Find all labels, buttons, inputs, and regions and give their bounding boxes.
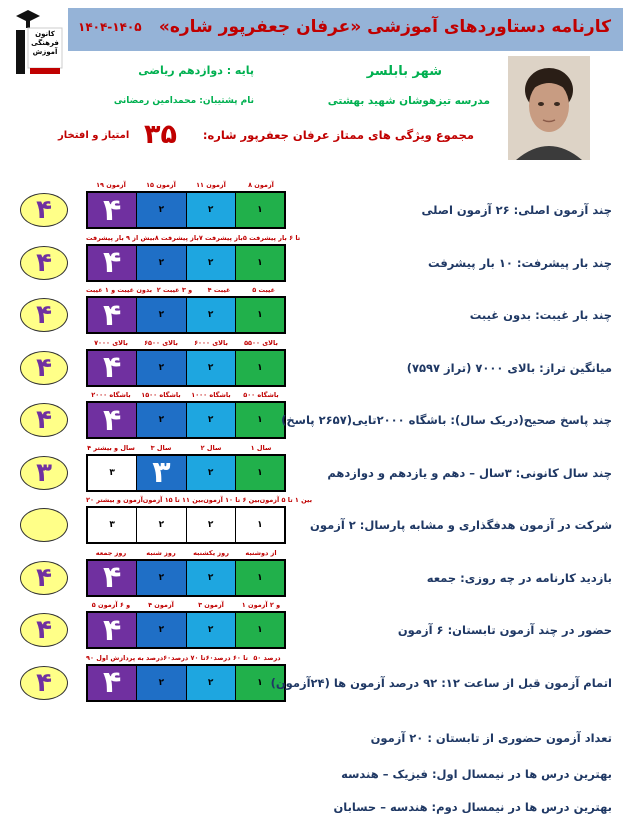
row-label: ۶۰تا ۷۰ درصد bbox=[163, 653, 206, 662]
footer-line-2: بهترین درس ها در نیمسال اول: فیزیک – هندسه bbox=[341, 767, 612, 781]
row-labels bbox=[86, 391, 286, 399]
row-label: ۸ آزمون bbox=[248, 181, 274, 189]
row-score-circle: ۴ bbox=[20, 403, 68, 437]
row-question: میانگین تراز: بالای ۷۰۰۰ (تراز ۷۵۹۷) bbox=[406, 360, 612, 375]
logo-text-2: فرهنگی bbox=[31, 39, 59, 47]
score-cell: ۱ bbox=[235, 666, 284, 700]
score-cell: ۲ bbox=[136, 193, 185, 227]
score-cell: ۴ bbox=[88, 193, 136, 227]
row-score-circle: ۴ bbox=[20, 246, 68, 280]
row-label: ۵ تا ۶ بار پیشرفت bbox=[242, 233, 301, 242]
row-label: ۷ باز پیشرفت bbox=[198, 233, 243, 242]
row-question: چند بار پیشرفت: ۱۰ بار پیشرفت bbox=[428, 255, 612, 270]
score-grid bbox=[86, 664, 286, 702]
score-grid bbox=[86, 611, 286, 649]
row-label: ۸ باز پیشرفت bbox=[154, 233, 199, 242]
score-cell: ۳ bbox=[88, 456, 136, 490]
row-label: روز شنبه bbox=[146, 548, 176, 557]
row-label: ۴ سال و بیشتر bbox=[87, 443, 135, 452]
row-label: ۳ آزمون bbox=[198, 601, 224, 609]
score-cell: ۲ bbox=[136, 508, 185, 542]
row-label: ۲ و ۳ غیبت bbox=[156, 286, 193, 294]
summary-label: مجموع ویژگی های ممتاز عرفان جعفرپور شاره: bbox=[202, 128, 474, 142]
score-cell: ۱ bbox=[235, 298, 284, 332]
score-grid bbox=[86, 296, 286, 334]
row-label: بالای ۷۰۰۰ bbox=[94, 338, 128, 347]
row-label: بین ۱ تا ۵ آزمون bbox=[259, 496, 313, 504]
logo-text-3: آموزش bbox=[32, 48, 58, 56]
row-label: روز جمعه bbox=[95, 548, 127, 557]
row-label: بالای ۵۵۰۰ bbox=[244, 338, 278, 347]
score-cell: ۲ bbox=[186, 561, 235, 595]
score-grid bbox=[86, 244, 286, 282]
row-label: ۱۵ آزمون bbox=[146, 181, 176, 189]
report-title: کارنامه دستاوردهای آموزشی «عرفان جعفرپور شاره» bbox=[158, 17, 611, 37]
score-cell: ۲ bbox=[186, 351, 235, 385]
row-score-circle: ۳ bbox=[20, 456, 68, 490]
row-question: چند پاسخ صحیح(دریک سال): باشگاه ۲۰۰۰تایی(۲۶۵۷ پاسخ) bbox=[281, 413, 612, 427]
row-label: ۵۰ درصد bbox=[253, 653, 281, 662]
row-label: ۲ سال bbox=[200, 443, 222, 452]
row-question: حضور در چند آزمون تابستان: ۶ آزمون bbox=[397, 623, 612, 637]
row-label: ۱ سال bbox=[250, 443, 272, 452]
row-label: ۶۰تا ۶۰ درصد bbox=[205, 653, 248, 662]
row-label: ۱۱ آزمون bbox=[196, 181, 226, 189]
city: شهر بابلسر bbox=[366, 64, 442, 79]
row-question: چند بار غیبت: بدون غیبت bbox=[469, 308, 612, 322]
score-cell: ۱ bbox=[235, 561, 284, 595]
score-cell: ۲ bbox=[136, 561, 185, 595]
score-cell: ۲ bbox=[186, 666, 235, 700]
header-bar bbox=[68, 8, 623, 51]
row-score-circle: ۴ bbox=[20, 561, 68, 595]
row-label: باشگاه ۲۰۰۰ bbox=[91, 391, 131, 399]
grade: پایه : دوازدهم ریاضی bbox=[138, 64, 254, 77]
score-cell: ۴ bbox=[88, 246, 136, 280]
row-label: بین ۶ تا ۱۰ آزمون bbox=[203, 496, 260, 504]
row-label: باشگاه ۱۵۰۰ bbox=[141, 391, 181, 399]
score-cell: ۲ bbox=[186, 508, 235, 542]
row-score-circle: ۴ bbox=[20, 298, 68, 332]
score-cell: ۴ bbox=[88, 666, 136, 700]
score-cell: ۲ bbox=[186, 298, 235, 332]
footer-line-1: تعداد آزمون حضوری از تابستان : ۲۰ آزمون bbox=[370, 731, 612, 745]
row-labels bbox=[86, 496, 313, 504]
score-cell: ۱ bbox=[235, 456, 284, 490]
row-score-circle: ۴ bbox=[20, 613, 68, 647]
row-labels bbox=[86, 601, 286, 609]
row-score-circle: ۴ bbox=[20, 193, 68, 227]
row-label: بین ۱۱ تا ۱۵ آزمون bbox=[142, 496, 204, 504]
row-label: از دوشنبه bbox=[245, 548, 277, 557]
score-cell: ۴ bbox=[88, 351, 136, 385]
score-cell: ۲ bbox=[186, 613, 235, 647]
row-label: ۱ و ۲ آزمون bbox=[241, 601, 281, 609]
score-grid bbox=[86, 191, 286, 229]
student-photo bbox=[508, 56, 590, 160]
score-cell: ۴ bbox=[88, 613, 136, 647]
score-grid bbox=[86, 349, 286, 387]
row-label: ۵ غیبت bbox=[252, 286, 276, 294]
score-cell: ۲ bbox=[136, 403, 185, 437]
footer-line-3: بهترین درس ها در نیمسال دوم: هندسه – حسابان bbox=[333, 800, 612, 814]
row-question: اتمام آزمون قبل از ساعت ۱۲: ۹۲ درصد آزمون ها (۲۴آزمون) bbox=[270, 675, 612, 690]
score-cell: ۳ bbox=[136, 456, 185, 490]
row-score-circle bbox=[20, 508, 68, 542]
score-cell: ۱ bbox=[235, 193, 284, 227]
row-labels bbox=[86, 549, 286, 557]
score-cell: ۲ bbox=[186, 193, 235, 227]
score-cell: ۲ bbox=[136, 298, 185, 332]
row-label: باشگاه ۱۰۰۰ bbox=[191, 391, 231, 399]
row-label: بدون غیبت و ۱ غیبت bbox=[86, 286, 153, 294]
row-label: بالای ۶۵۰۰ bbox=[144, 338, 178, 347]
score-cell: ۲ bbox=[136, 666, 185, 700]
row-label: ۹۰ درصد به پردازش اول bbox=[86, 653, 164, 662]
summary-value: ۳۵ bbox=[144, 119, 177, 150]
row-labels bbox=[86, 181, 286, 189]
score-cell: ۲ bbox=[136, 351, 185, 385]
score-cell: ۱ bbox=[235, 613, 284, 647]
report-year: ۱۴۰۴-۱۴۰۵ bbox=[78, 20, 142, 34]
kanoon-logo bbox=[8, 6, 64, 76]
score-grid bbox=[86, 559, 286, 597]
row-label: ۲۰ آزمون و بیشتر bbox=[86, 496, 143, 504]
row-score-circle: ۴ bbox=[20, 666, 68, 700]
row-label: ۵ و ۶ آزمون bbox=[91, 601, 131, 609]
score-cell: ۲ bbox=[186, 456, 235, 490]
row-label: بیش از ۹ بار پیشرفت bbox=[86, 233, 155, 242]
row-label: باشگاه ۵۰۰ bbox=[243, 391, 279, 399]
score-cell: ۲ bbox=[186, 246, 235, 280]
supporter: نام پشتیبان: محمدامین رمضانی bbox=[113, 96, 254, 106]
score-cell: ۴ bbox=[88, 403, 136, 437]
row-labels bbox=[86, 233, 301, 242]
row-question: چند آزمون اصلی: ۲۶ آزمون اصلی bbox=[421, 203, 612, 217]
row-question: شرکت در آزمون هدفگذاری و مشابه پارسال: ۲ آزمون bbox=[310, 518, 612, 532]
row-label: بالای ۶۰۰۰ bbox=[194, 338, 228, 347]
row-labels bbox=[86, 444, 286, 452]
score-cell: ۱ bbox=[235, 403, 284, 437]
score-cell: ۴ bbox=[88, 561, 136, 595]
row-label: ۴ آزمون bbox=[148, 601, 174, 609]
row-label: ۴ غیبت bbox=[207, 286, 231, 294]
score-cell: ۲ bbox=[136, 613, 185, 647]
score-cell: ۱ bbox=[235, 246, 284, 280]
row-question: چند سال کانونی: ۳سال – دهم و یازدهم و دوازدهم bbox=[327, 465, 612, 480]
row-label: ۱۹ آزمون bbox=[96, 181, 126, 189]
score-grid bbox=[86, 506, 286, 544]
summary-unit: امتیاز و افتخار bbox=[58, 130, 130, 141]
score-grid bbox=[86, 454, 286, 492]
school: مدرسه تیزهوشان شهید بهشتی bbox=[327, 95, 490, 107]
row-labels bbox=[86, 339, 286, 347]
score-cell: ۱ bbox=[235, 351, 284, 385]
row-labels bbox=[86, 286, 286, 294]
row-labels bbox=[86, 654, 286, 662]
score-cell: ۲ bbox=[186, 403, 235, 437]
row-score-circle: ۴ bbox=[20, 351, 68, 385]
logo-text-1: کانون bbox=[35, 30, 55, 38]
score-grid bbox=[86, 401, 286, 439]
row-label: روز یکشنبه bbox=[193, 548, 229, 557]
score-cell: ۲ bbox=[136, 246, 185, 280]
score-cell: ۳ bbox=[88, 508, 136, 542]
row-question: بازدید کارنامه در چه روزی: جمعه bbox=[426, 570, 612, 585]
score-cell: ۴ bbox=[88, 298, 136, 332]
row-label: ۳ سال bbox=[150, 443, 172, 452]
score-cell: ۱ bbox=[235, 508, 284, 542]
